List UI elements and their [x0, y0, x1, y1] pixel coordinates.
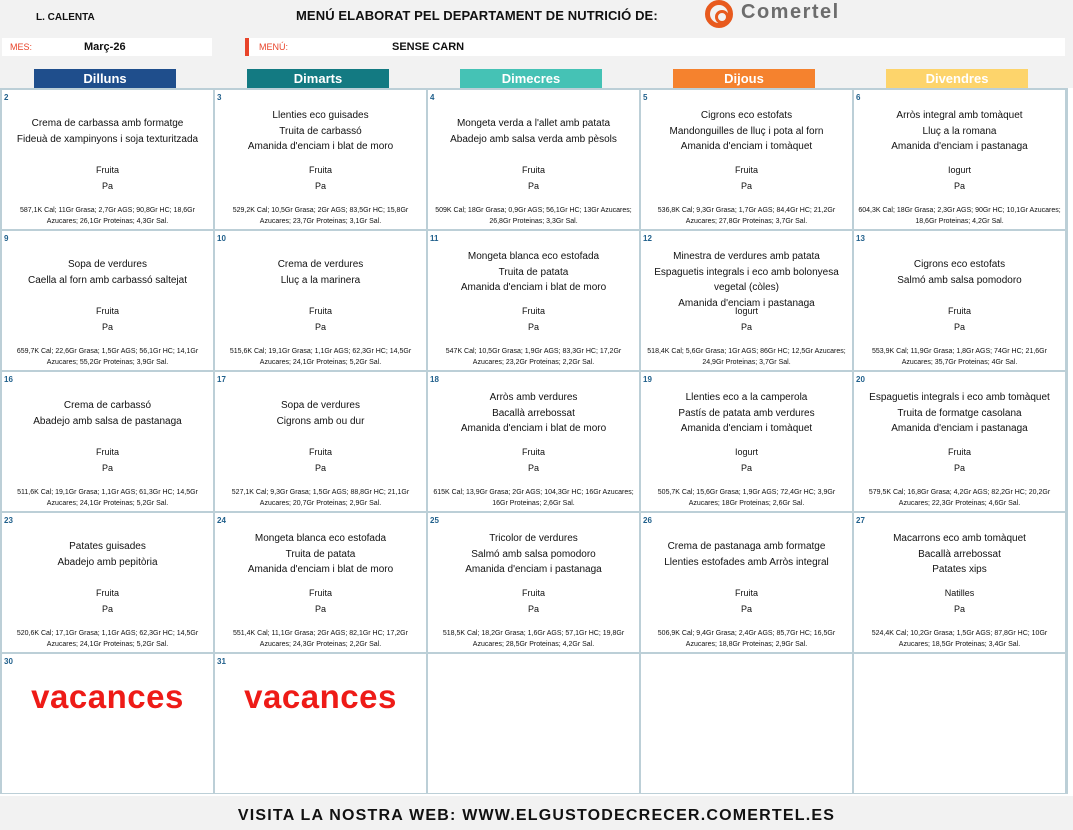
dessert-bread [854, 445, 1065, 476]
dessert-item: Fruita [308, 588, 332, 598]
day-cell [854, 654, 1065, 793]
dish-item: Abadejo amb pepitòria [57, 556, 158, 568]
bread-item: Pa [101, 321, 113, 332]
dish-list [215, 398, 426, 429]
bread-item: Pa [740, 462, 752, 473]
day-cell [641, 90, 852, 229]
nutrition-info: 524,4K Cal; 10,2Gr Grasa; 1,5Gr AGS; 87,8Gr HC; 10Gr Azucares; 18,5Gr Proteinas; 3,4Gr Sal. [871, 630, 1048, 648]
nutrition-info: 587,1K Cal; 11Gr Grasa; 2,7Gr AGS; 90,8Gr HC; 18,6Gr Azucares; 26,1Gr Proteinas; 4,3Gr Sal. [20, 207, 195, 225]
day-number: 18 [430, 375, 439, 384]
holiday-label: vacances [31, 678, 184, 715]
dessert-bread [215, 304, 426, 335]
bread-item: Pa [953, 462, 965, 473]
dessert-item: Fruita [308, 447, 332, 457]
bread-item: Pa [314, 321, 326, 332]
day-number: 9 [4, 234, 9, 243]
dish-list [2, 257, 213, 288]
nutrition-info: 505,7K Cal; 15,6Gr Grasa; 1,9Gr AGS; 72,4Gr HC; 3,9Gr Azucares; 18Gr Proteinas; 2,6Gr Sal. [657, 489, 836, 507]
menu-calendar-grid [0, 88, 1068, 794]
dish-list [428, 116, 639, 147]
dish-list [854, 390, 1065, 437]
dish-list [641, 108, 852, 155]
month-value: Març-26 [84, 41, 126, 53]
dessert-item: Fruita [95, 447, 119, 457]
bread-item: Pa [527, 180, 539, 191]
dish-list [215, 257, 426, 288]
dish-item: Espaguetis integrals i eco amb bolonyesa vegetal (còles) [654, 266, 839, 293]
dish-item: Cigrons amb ou dur [276, 415, 365, 427]
day-header-dijous: Dijous [673, 69, 815, 88]
dessert-item: Fruita [947, 306, 971, 316]
dish-list [2, 398, 213, 429]
holiday-label: vacances [244, 678, 397, 715]
nutrition-info: 511,6K Cal; 19,1Gr Grasa; 1,1Gr AGS; 61,3Gr HC; 14,5Gr Azucares; 24,1Gr Proteinas; 5,2Gr Sal. [17, 489, 198, 507]
dish-item: Llenties estofades amb Arròs integral [664, 556, 829, 568]
month-label: MES: [10, 42, 33, 52]
dessert-item: Fruita [521, 447, 545, 457]
dish-list [641, 249, 852, 311]
bread-item: Pa [527, 321, 539, 332]
info-bar [0, 36, 1073, 60]
day-cell [641, 231, 852, 370]
day-cell [215, 372, 426, 511]
day-cell [854, 90, 1065, 229]
nutrition-info: 506,9K Cal; 9,4Gr Grasa; 2,4Gr AGS; 85,7Gr HC; 16,5Gr Azucares; 18,8Gr Proteinas; 2,9Gr Sal. [657, 630, 836, 648]
day-cell [641, 654, 852, 793]
dish-item: Cigrons eco estofats [913, 259, 1006, 270]
bread-item: Pa [740, 321, 752, 332]
nutrition-info: 518,5K Cal; 18,2Gr Grasa; 1,6Gr AGS; 57,1Gr HC; 19,8Gr Azucares; 28,5Gr Proteinas; 4,2Gr Sal. [442, 630, 625, 648]
dish-item: Salmó amb salsa pomodoro [471, 548, 596, 560]
dessert-bread [215, 445, 426, 476]
dessert-bread [2, 304, 213, 335]
day-cell [428, 513, 639, 652]
dessert-bread [641, 304, 852, 335]
bread-item: Pa [527, 462, 539, 473]
nutrition-info: 509K Cal; 18Gr Grasa; 0,9Gr AGS; 56,1Gr HC; 13Gr Azucares; 26,8Gr Proteinas; 3,3Gr Sal. [435, 207, 632, 225]
dish-item: Truita de patata [498, 266, 569, 278]
day-number: 20 [856, 375, 865, 384]
nutrition-info: 515,6K Cal; 19,1Gr Grasa; 1,1Gr AGS; 62,3Gr HC; 14,5Gr Azucares; 24,1Gr Proteinas; 5,2Gr Sal. [229, 348, 412, 366]
day-number: 6 [856, 93, 861, 102]
dish-list [854, 108, 1065, 155]
bread-item: Pa [953, 603, 965, 614]
day-number: 19 [643, 375, 652, 384]
dish-item: Mongeta blanca eco estofada [467, 251, 600, 262]
dish-item: Crema de verdures [277, 259, 364, 270]
bread-item: Pa [314, 462, 326, 473]
dish-item: Minestra de verdures amb patata [673, 251, 820, 262]
dish-item: Amanida d'enciam i blat de moro [460, 423, 607, 434]
dish-item: Mongeta blanca eco estofada [254, 533, 387, 544]
dish-item: Amanida d'enciam i pastanaga [678, 297, 815, 309]
bread-item: Pa [953, 321, 965, 332]
dessert-bread [854, 304, 1065, 335]
nutrition-info: 536,8K Cal; 9,3Gr Grasa; 1,7Gr AGS; 84,4Gr HC; 21,2Gr Azucares; 27,8Gr Proteinas; 3,7Gr Sal. [657, 207, 836, 225]
day-cell [2, 513, 213, 652]
dish-list [854, 531, 1065, 578]
dish-item: Crema de pastanaga amb formatge [667, 541, 826, 552]
dish-item: Abadejo amb salsa de pastanaga [33, 415, 182, 427]
dessert-item: Fruita [521, 588, 545, 598]
dish-list [428, 249, 639, 296]
dish-item: Fideuà de xampinyons i soja texturitzada [16, 133, 199, 145]
bread-item: Pa [314, 603, 326, 614]
dessert-bread [215, 163, 426, 194]
day-number: 27 [856, 516, 865, 525]
dish-list [428, 390, 639, 437]
nutrition-info: 518,4K Cal; 5,6Gr Grasa; 1Gr AGS; 86Gr HC; 12,5Gr Azucares; 24,9Gr Proteinas; 3,7Gr Sal. [647, 348, 846, 366]
dessert-bread [2, 586, 213, 617]
bread-item: Pa [740, 603, 752, 614]
menu-type-label: MENÚ: [259, 42, 288, 52]
day-number: 3 [217, 93, 222, 102]
nutrition-info: 547K Cal; 10,5Gr Grasa; 1,9Gr AGS; 83,3Gr HC; 17,2Gr Azucares; 23,2Gr Proteinas; 2,2Gr Sal. [445, 348, 622, 366]
dessert-item: Iogurt [734, 306, 758, 316]
day-number: 30 [4, 657, 13, 666]
day-cell [641, 372, 852, 511]
dessert-item: Fruita [95, 588, 119, 598]
dish-item: Bacallà arrebossat [492, 407, 575, 419]
day-cell [2, 90, 213, 229]
dish-item: Espaguetis integrals i eco amb tomàquet [869, 392, 1050, 403]
day-header-dimarts: Dimarts [247, 69, 389, 88]
dessert-bread [854, 163, 1065, 194]
page-title: MENÚ ELABORAT PEL DEPARTAMENT DE NUTRICIÓ DE: [296, 8, 658, 23]
dessert-item: Fruita [308, 306, 332, 316]
dish-item: Arròs amb verdures [489, 392, 578, 403]
nutrition-info: 551,4K Cal; 11,1Gr Grasa; 2Gr AGS; 82,1Gr HC; 17,2Gr Azucares; 24,3Gr Proteinas; 2,2Gr Sal. [233, 630, 408, 648]
dessert-bread [641, 586, 852, 617]
dish-item: Pastís de patata amb verdures [678, 407, 815, 419]
bread-item: Pa [953, 180, 965, 191]
day-number: 17 [217, 375, 226, 384]
day-cell [428, 372, 639, 511]
day-cell [215, 90, 426, 229]
logo-text: Comertel [741, 1, 840, 23]
dish-item: Amanida d'enciam i tomàquet [680, 141, 813, 152]
menu-type-field [245, 38, 1065, 56]
dessert-item: Fruita [308, 165, 332, 175]
dessert-bread [641, 163, 852, 194]
dish-item: Salmó amb salsa pomodoro [897, 274, 1022, 286]
day-number: 26 [643, 516, 652, 525]
dish-list [2, 539, 213, 570]
dish-item: Sopa de verdures [281, 400, 360, 411]
day-cell [2, 372, 213, 511]
bread-item: Pa [101, 462, 113, 473]
day-number: 23 [4, 516, 13, 525]
day-number: 13 [856, 234, 865, 243]
day-number: 31 [217, 657, 226, 666]
day-header-divendres: Divendres [886, 69, 1028, 88]
day-number: 4 [430, 93, 435, 102]
dish-item: Lluç a la romana [922, 125, 997, 137]
dessert-item: Fruita [734, 165, 758, 175]
dish-item: Amanida d'enciam i pastanaga [465, 564, 602, 575]
dessert-item: Fruita [95, 165, 119, 175]
day-number: 12 [643, 234, 652, 243]
dish-item: Sopa de verdures [68, 259, 147, 270]
menu-type-value: SENSE CARN [392, 41, 465, 53]
dish-list [2, 116, 213, 147]
dessert-bread [428, 304, 639, 335]
dish-item: Bacallà arrebossat [918, 548, 1001, 560]
dish-item: Truita de patata [285, 548, 356, 560]
day-number: 16 [4, 375, 13, 384]
dish-item: Caella al forn amb carbassó saltejat [28, 274, 187, 286]
day-header-dimecres: Dimecres [460, 69, 602, 88]
day-number: 25 [430, 516, 439, 525]
month-field [2, 38, 212, 56]
dessert-bread [428, 445, 639, 476]
day-number: 11 [430, 234, 439, 243]
dish-item: Mandonguilles de lluç i pota al forn [669, 125, 824, 137]
dessert-bread [2, 445, 213, 476]
dish-list [428, 531, 639, 578]
nutrition-info: 520,6K Cal; 17,1Gr Grasa; 1,1Gr AGS; 62,3Gr HC; 14,5Gr Azucares; 24,1Gr Proteinas; 5,2Gr Sal. [16, 630, 199, 648]
dish-item: Amanida d'enciam i blat de moro [460, 282, 607, 293]
nutrition-info: 604,3K Cal; 18Gr Grasa; 2,3Gr AGS; 90Gr HC; 10,1Gr Azucares; 18,6Gr Proteinas; 4,2Gr Sal. [858, 207, 1061, 225]
centre-name: L. CALENTA [36, 12, 95, 23]
nutrition-info: 527,1K Cal; 9,3Gr Grasa; 1,5Gr AGS; 88,8Gr HC; 21,1Gr Azucares; 20,7Gr Proteinas; 2,9Gr Sal. [231, 489, 410, 507]
dessert-item: Fruita [521, 165, 545, 175]
dish-item: Patates guisades [69, 541, 146, 552]
bread-item: Pa [740, 180, 752, 191]
dish-list [215, 108, 426, 155]
day-cell [854, 513, 1065, 652]
dish-item: Amanida d'enciam i tomàquet [680, 423, 813, 434]
day-number: 2 [4, 93, 9, 102]
logo-icon [705, 0, 733, 28]
dessert-item: Fruita [95, 306, 119, 316]
day-cell [215, 513, 426, 652]
nutrition-info: 579,5K Cal; 16,8Gr Grasa; 4,2Gr AGS; 82,2Gr HC; 20,2Gr Azucares; 22,3Gr Proteinas; 4,6Gr Sal. [868, 489, 1051, 507]
day-cell [854, 231, 1065, 370]
dish-item: Truita de formatge casolana [897, 407, 1022, 419]
dessert-bread [641, 445, 852, 476]
day-cell [854, 372, 1065, 511]
dish-item: Mongeta verda a l'allet amb patata [456, 118, 611, 129]
day-cell [428, 90, 639, 229]
dessert-bread [428, 586, 639, 617]
dessert-item: Fruita [947, 447, 971, 457]
dish-item: Amanida d'enciam i pastanaga [891, 141, 1028, 152]
dessert-bread [2, 163, 213, 194]
dish-item: Patates xips [932, 564, 987, 575]
dish-list [215, 531, 426, 578]
day-cell [428, 654, 639, 793]
dish-item: Tricolor de verdures [489, 533, 578, 544]
dessert-item: Fruita [521, 306, 545, 316]
day-header-dilluns: Dilluns [34, 69, 176, 88]
day-cell [428, 231, 639, 370]
footer-website-text: VISITA LA NOSTRA WEB: WWW.ELGUSTODECRECER.COMERTEL.ES [237, 807, 836, 824]
dessert-bread [428, 163, 639, 194]
dish-item: Abadejo amb salsa verda amb pèsols [450, 133, 617, 145]
weekday-header-row [0, 60, 1073, 88]
day-cell [2, 654, 213, 793]
dish-list [641, 539, 852, 570]
nutrition-info: 553,9K Cal; 11,9Gr Grasa; 1,8Gr AGS; 74Gr HC; 21,6Gr Azucares; 35,7Gr Proteinas; 4Gr Sal. [872, 348, 1047, 366]
dish-item: Crema de carbassó [63, 400, 152, 411]
dish-item: Llenties eco guisades [272, 110, 369, 121]
day-cell [215, 231, 426, 370]
day-cell [641, 513, 852, 652]
dish-item: Amanida d'enciam i blat de moro [247, 564, 394, 575]
bread-item: Pa [101, 603, 113, 614]
bread-item: Pa [101, 180, 113, 191]
dish-item: Cigrons eco estofats [700, 110, 793, 121]
dish-list [854, 257, 1065, 288]
footer [0, 796, 1073, 830]
nutrition-info: 529,2K Cal; 10,5Gr Grasa; 2Gr AGS; 83,5Gr HC; 15,8Gr Azucares; 23,7Gr Proteinas; 3,1Gr Sal. [232, 207, 409, 225]
dish-item: Truita de carbassó [279, 125, 362, 137]
bread-item: Pa [527, 603, 539, 614]
dish-item: Amanida d'enciam i blat de moro [247, 141, 394, 152]
dish-item: Crema de carbassa amb formatge [31, 118, 184, 129]
nutrition-info: 659,7K Cal; 22,6Gr Grasa; 1,5Gr AGS; 56,1Gr HC; 14,1Gr Azucares; 55,2Gr Proteinas; 3,9Gr Sal. [16, 348, 199, 366]
day-cell [2, 231, 213, 370]
nutrition-info: 615K Cal; 13,9Gr Grasa; 2Gr AGS; 104,3Gr HC; 16Gr Azucares; 16Gr Proteinas; 2,6Gr Sal. [433, 489, 634, 507]
dish-list [641, 390, 852, 437]
dessert-item: Natilles [944, 588, 975, 598]
day-number: 10 [217, 234, 226, 243]
dessert-item: Iogurt [947, 165, 971, 175]
dessert-item: Fruita [734, 588, 758, 598]
dish-item: Arròs integral amb tomàquet [896, 110, 1023, 121]
day-cell [215, 654, 426, 793]
dessert-bread [215, 586, 426, 617]
bread-item: Pa [314, 180, 326, 191]
day-number: 5 [643, 93, 648, 102]
brand-logo [705, 0, 865, 28]
dish-item: Llenties eco a la camperola [685, 392, 808, 403]
dessert-item: Iogurt [734, 447, 758, 457]
day-number: 24 [217, 516, 226, 525]
dish-item: Macarrons eco amb tomàquet [893, 533, 1026, 544]
dish-item: Lluç a la marinera [280, 274, 361, 286]
dish-item: Amanida d'enciam i pastanaga [891, 423, 1028, 434]
dessert-bread [854, 586, 1065, 617]
